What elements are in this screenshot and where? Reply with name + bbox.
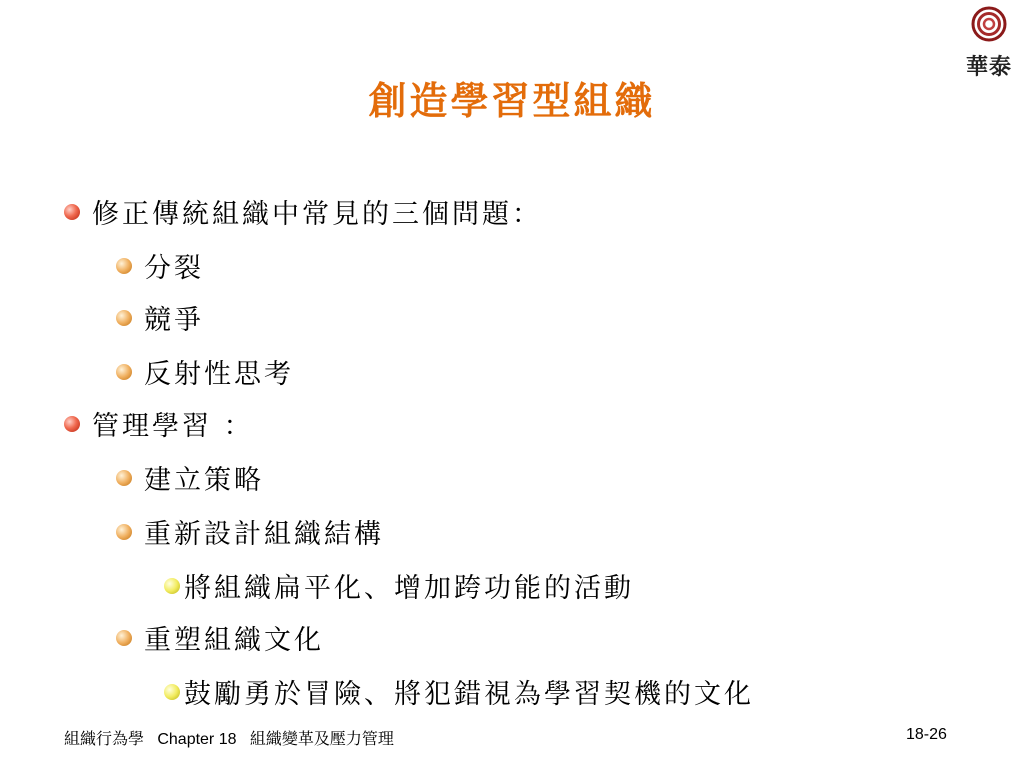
bullet-level2 <box>116 458 264 497</box>
bullet-text: 修正傳統組織中常見的三個問題： <box>92 199 542 230</box>
red-bullet-icon <box>64 416 80 432</box>
bullet-text: 競爭 <box>144 305 204 336</box>
orange-bullet-icon <box>116 470 132 486</box>
yellow-bullet-icon <box>164 684 180 700</box>
bullet-level2 <box>116 512 384 551</box>
bullet-level1 <box>64 192 542 231</box>
slide-title: 創造學習型組織 <box>368 78 656 123</box>
bullet-text: 將組織扁平化、增加跨功能的活動 <box>184 573 634 604</box>
bullet-level3 <box>164 672 754 711</box>
logo-text: 華泰 <box>965 55 1012 80</box>
bullet-level3 <box>164 566 634 605</box>
bullet-level1 <box>64 404 254 443</box>
orange-bullet-icon <box>116 364 132 380</box>
bullet-text: 分裂 <box>144 253 204 284</box>
footer-page-number: 18-26 <box>906 726 947 743</box>
red-bullet-icon <box>64 204 80 220</box>
orange-bullet-icon <box>116 630 132 646</box>
bullet-level2 <box>116 246 204 285</box>
bullet-text: 鼓勵勇於冒險、將犯錯視為學習契機的文化 <box>184 679 754 710</box>
bullet-text: 重塑組織文化 <box>144 625 324 656</box>
yellow-bullet-icon <box>164 578 180 594</box>
bullet-text: 重新設計組織結構 <box>144 519 384 550</box>
orange-bullet-icon <box>116 524 132 540</box>
orange-bullet-icon <box>116 310 132 326</box>
bullet-level2 <box>116 618 324 657</box>
bullet-level2 <box>116 298 204 337</box>
footer-course-info: 組織行為學 Chapter 18 組織變革及壓力管理 <box>64 731 394 748</box>
bullet-level2 <box>116 352 294 391</box>
bullet-text: 管理學習 ： <box>92 411 254 442</box>
bullet-text: 建立策略 <box>144 465 264 496</box>
orange-bullet-icon <box>116 258 132 274</box>
bullet-text: 反射性思考 <box>144 359 294 390</box>
